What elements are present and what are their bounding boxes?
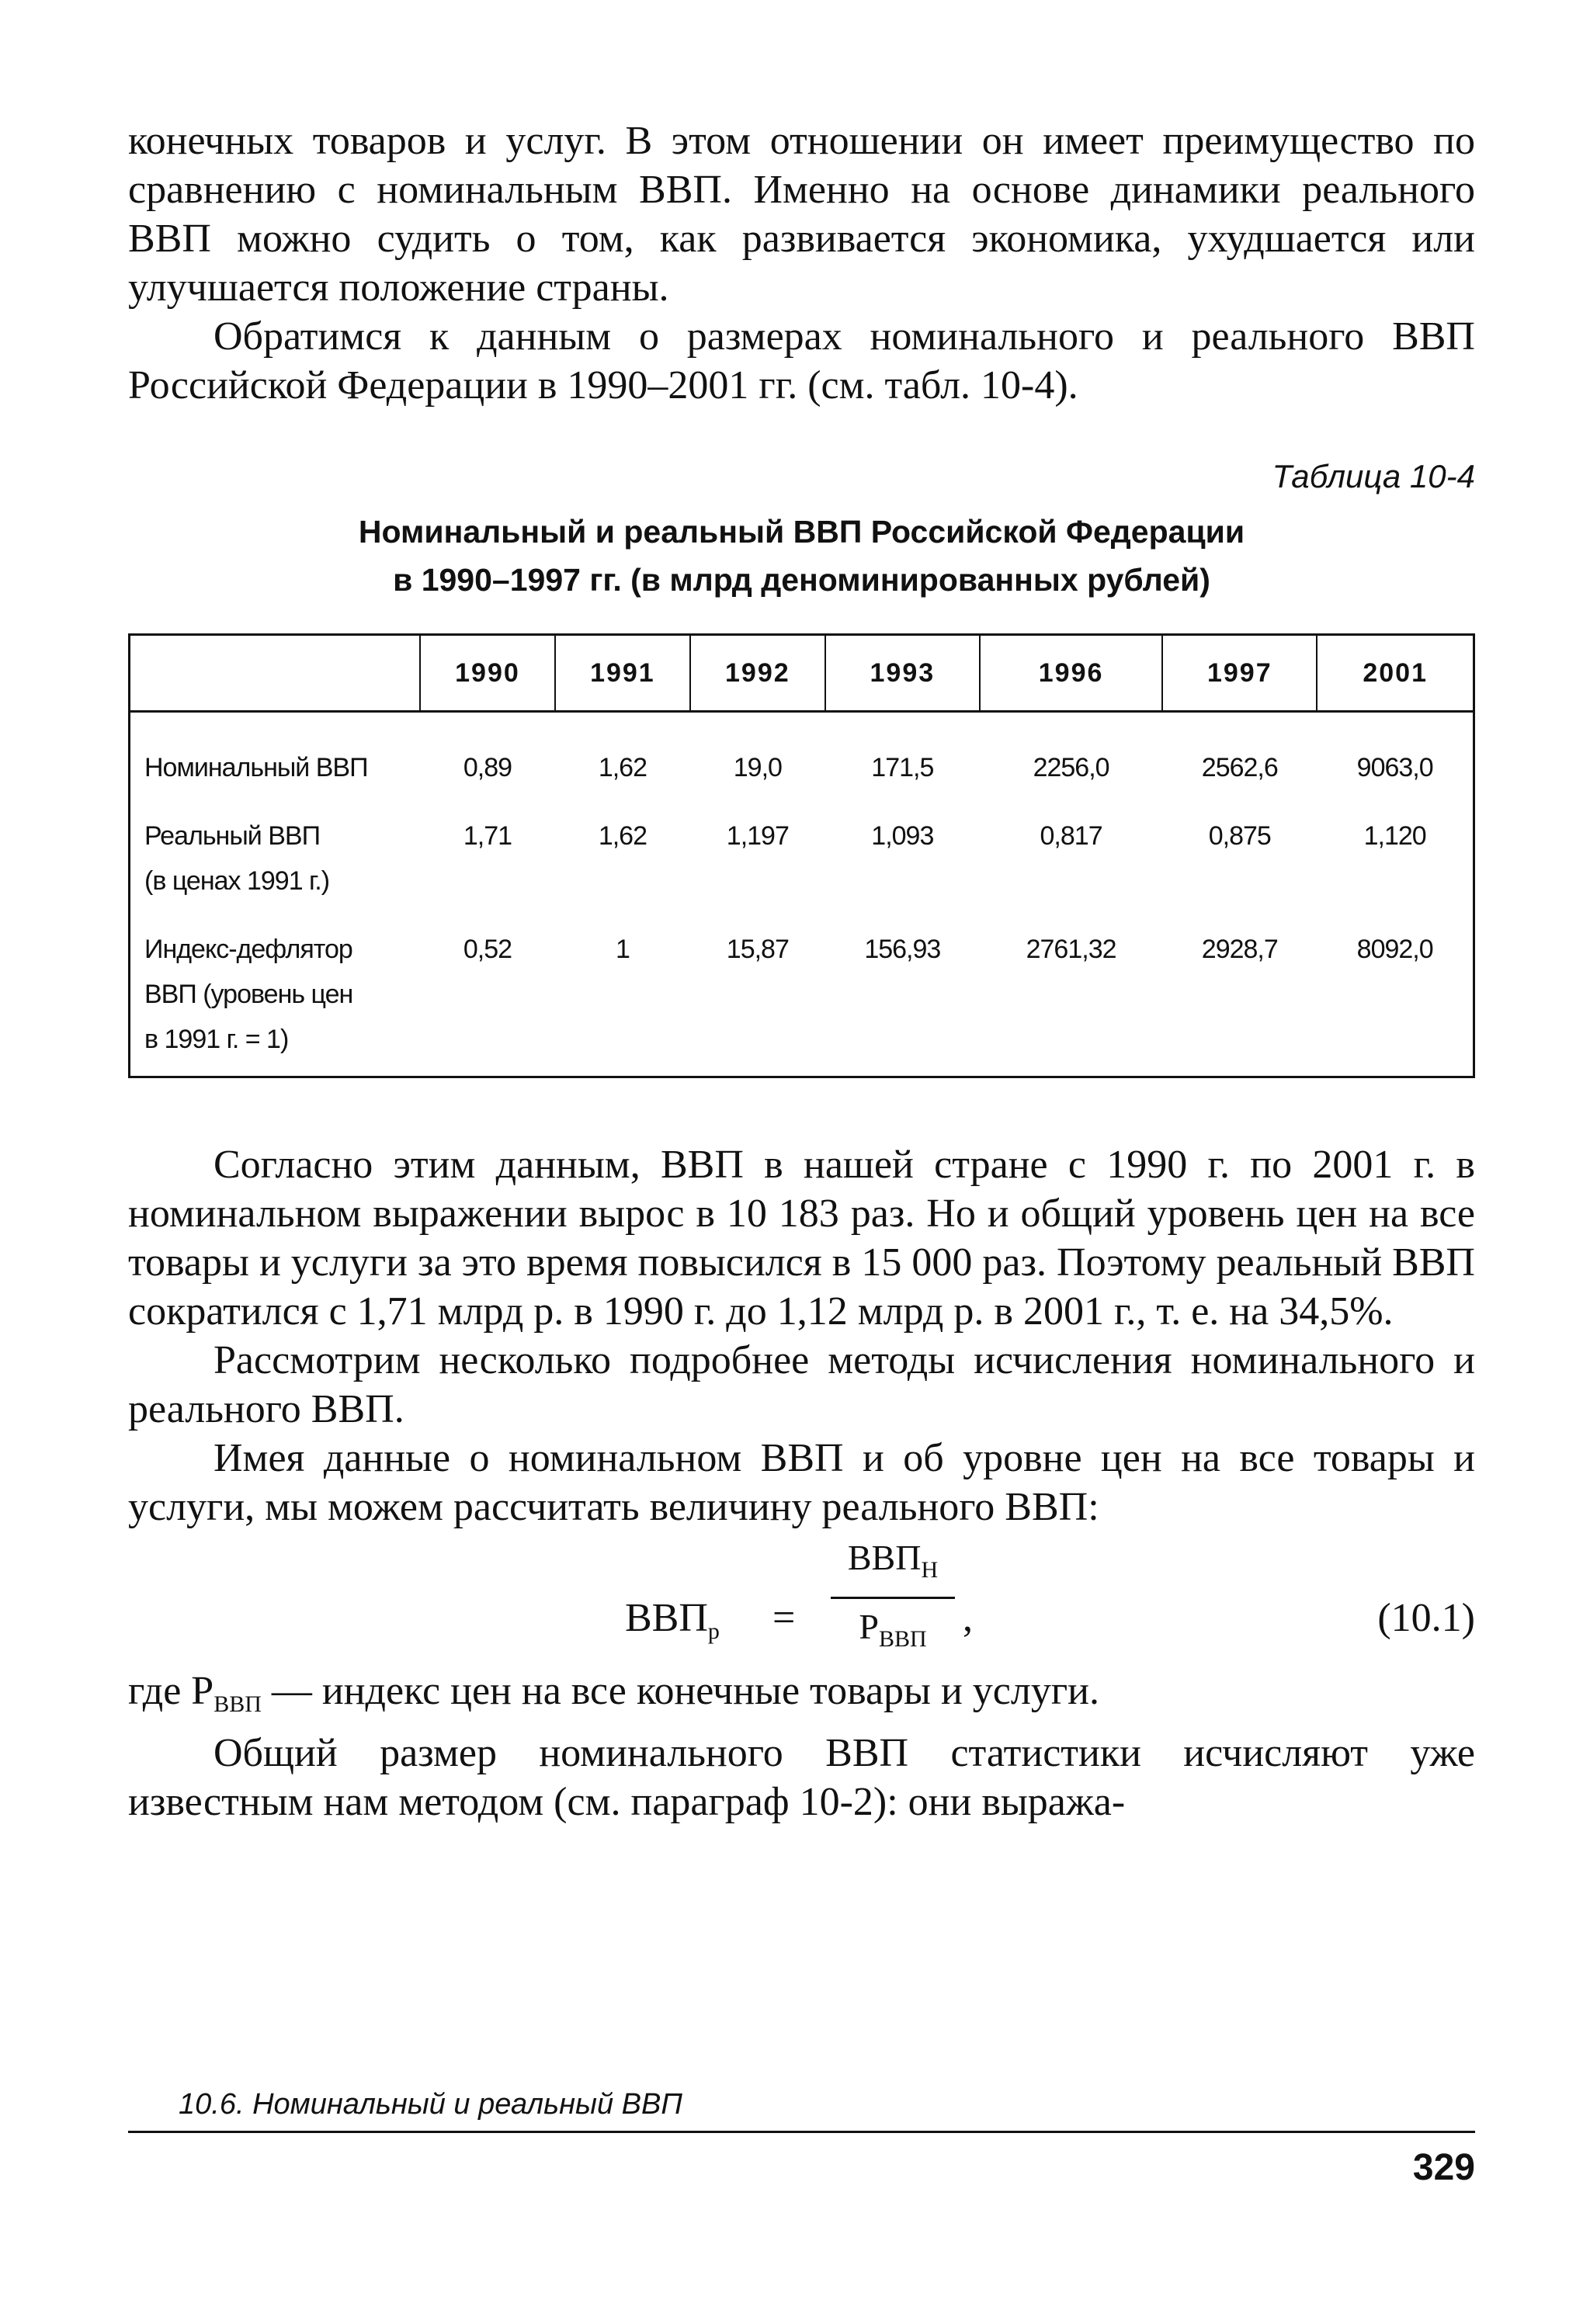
table-title	[128, 508, 1475, 604]
row-label	[130, 712, 421, 805]
table-cell: 19,0	[733, 753, 782, 782]
table-title-line-2: в 1990–1997 гг. (в млрд деноминированных рублей)	[393, 562, 1210, 598]
table-caption: Таблица 10-4	[1272, 458, 1475, 494]
page-content	[128, 116, 1475, 1826]
gdp-table	[128, 633, 1475, 1078]
year-header: 2001	[1317, 635, 1474, 712]
row-label-line: (в ценах 1991 г.)	[144, 866, 330, 896]
formula-equals: =	[772, 1596, 796, 1640]
row-label-line: Реальный ВВП	[144, 821, 320, 851]
formula-10-1	[128, 1535, 1475, 1667]
table-cell: 2761,32	[1026, 935, 1116, 964]
table-row-real-gdp	[130, 804, 1474, 917]
table-cell: 171,5	[871, 753, 934, 782]
formula-denominator	[831, 1604, 955, 1663]
formula-numerator-text: ВВП	[847, 1538, 922, 1577]
table-cell: 0,817	[1040, 821, 1102, 851]
year-header: 1992	[690, 635, 825, 712]
row-label-line: в 1991 г. = 1)	[144, 1025, 289, 1054]
table-header-row	[130, 635, 1474, 712]
year-header: 1991	[555, 635, 690, 712]
table-cell: 1,71	[463, 821, 512, 851]
formula-note	[128, 1667, 1475, 1729]
table-corner-cell	[130, 635, 421, 712]
table-title-line-1: Номинальный и реальный ВВП Российской Федерации	[358, 514, 1245, 550]
row-label-line: Индекс-дефлятор	[144, 935, 352, 964]
table-cell: 1,62	[598, 753, 647, 782]
formula-lhs-text: ВВП	[625, 1596, 708, 1640]
footer-section-title: 10.6. Номинальный и реальный ВВП	[179, 2088, 682, 2121]
formula-fraction	[831, 1535, 955, 1663]
table-row-deflator	[130, 917, 1474, 1077]
table-cell: 1,093	[871, 821, 934, 851]
table-cell: 15,87	[726, 935, 789, 964]
table-cell: 1,120	[1363, 821, 1426, 851]
formula-note-prefix: где Р	[128, 1669, 214, 1713]
formula-number: (10.1)	[1377, 1596, 1475, 1640]
paragraph-3: Согласно этим данным, ВВП в нашей стране с 1990 г. по 2001 г. в номинальном выражении вырос в 10 183 раз. Но и общий уровень цен на все товары и услуги за это время повысился в 15 000 раз. Поэтому реальный ВВП сократился с 1,71 млрд р. в 1990 г. до 1,12 млрд р. в 2001 г., т. е. на 34,5%.	[128, 1143, 1475, 1334]
row-label	[130, 804, 421, 917]
row-label-line: Номинальный ВВП	[144, 753, 368, 782]
footer-rule	[128, 2131, 1475, 2133]
formula-note-text: — индекс цен на все конечные товары и услуги.	[261, 1669, 1099, 1713]
table-cell: 1	[615, 935, 630, 964]
row-label	[130, 917, 421, 1077]
table-cell: 0,52	[463, 935, 512, 964]
formula-denominator-subscript: ВВП	[878, 1626, 927, 1652]
formula-numerator	[831, 1535, 955, 1594]
year-header: 1990	[420, 635, 555, 712]
table-cell: 2256,0	[1033, 753, 1109, 782]
formula-lhs-subscript: р	[707, 1618, 720, 1644]
table-row-nominal-gdp	[130, 712, 1474, 805]
table-cell: 8092,0	[1356, 935, 1433, 964]
table-cell: 1,197	[726, 821, 789, 851]
formula-numerator-subscript: Н	[921, 1557, 939, 1583]
table-cell: 1,62	[598, 821, 647, 851]
formula-lhs	[625, 1595, 720, 1645]
year-header: 1996	[980, 635, 1162, 712]
paragraph-1: конечных товаров и услуг. В этом отношении он имеет преимущество по сравнению с номинальным ВВП. Именно на основе динамики реального ВВП можно судить о том, как развивается экономика, ухудшается или улучшается положение страны.	[128, 119, 1475, 310]
table-cell: 156,93	[864, 935, 941, 964]
paragraph-5: Имея данные о номинальном ВВП и об уровне цен на все товары и услуги, мы можем рассчитать величину реального ВВП:	[128, 1436, 1475, 1529]
page-number: 329	[1412, 2147, 1475, 2188]
paragraph-6: Общий размер номинального ВВП статистики исчисляют уже известным нам методом (см. параграф 10-2): они выража-	[128, 1731, 1475, 1824]
table-cell: 2928,7	[1201, 935, 1278, 964]
table-cell: 0,875	[1208, 821, 1271, 851]
fraction-bar	[831, 1597, 955, 1599]
table-cell: 2562,6	[1201, 753, 1278, 782]
year-header: 1997	[1162, 635, 1317, 712]
formula-note-subscript: ВВП	[214, 1691, 262, 1717]
paragraph-4: Рассмотрим несколько подробнее методы исчисления номинального и реального ВВП.	[128, 1338, 1475, 1431]
table-cell: 0,89	[463, 753, 512, 782]
table-cell: 9063,0	[1356, 753, 1433, 782]
row-label-line: ВВП (уровень цен	[144, 980, 353, 1009]
year-header: 1993	[825, 635, 980, 712]
paragraph-2: Обратимся к данным о размерах номинального и реального ВВП Российской Федерации в 1990–2001 гг. (см. табл. 10-4).	[128, 314, 1475, 408]
formula-comma: ,	[963, 1596, 973, 1640]
formula-denominator-text: Р	[859, 1607, 879, 1646]
